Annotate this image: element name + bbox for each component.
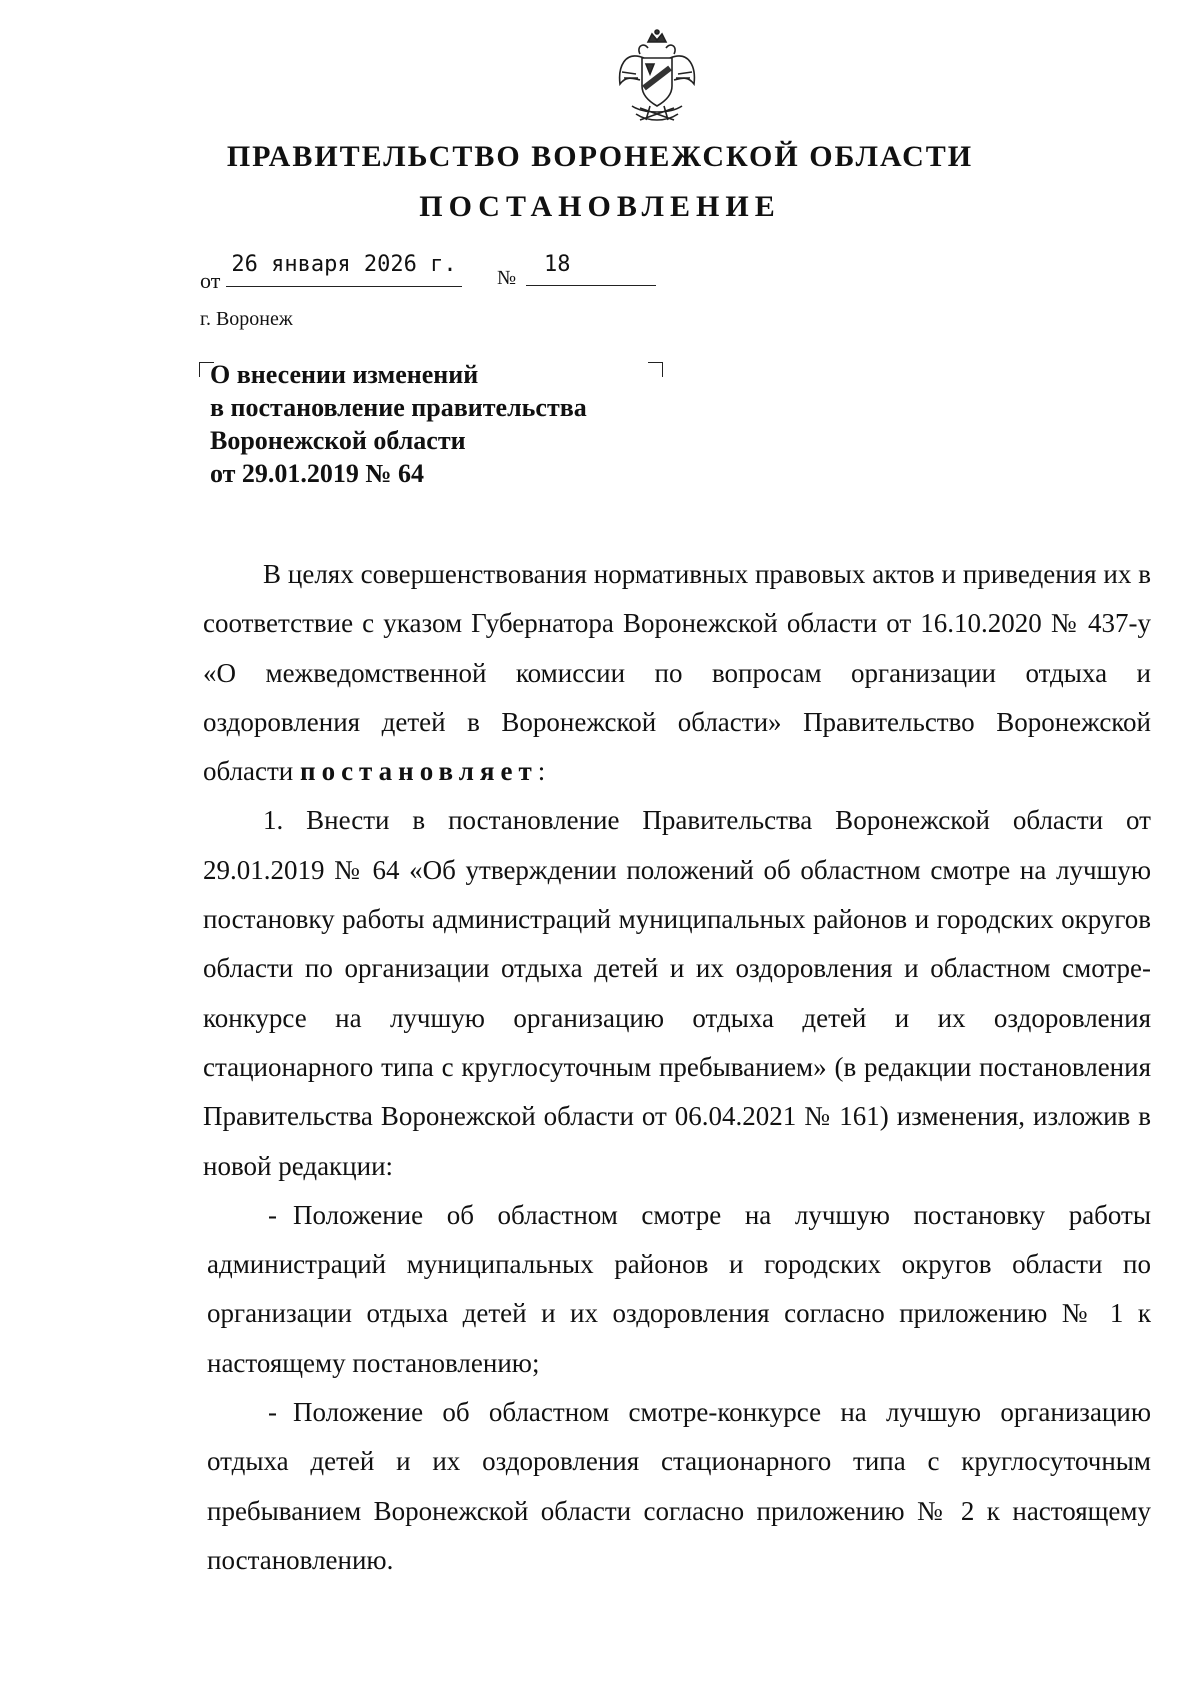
subject-line: в постановление правительства (210, 393, 587, 422)
list-item-text: Положение об областном смотре-конкурсе на лучшую организацию отдыха детей и их оздоровления стационарного типа с круглосуточным пребыванием Воронежской области согласно приложению № 2 к настоящему постановлению. (207, 1397, 1151, 1575)
document-number: 18 (526, 250, 656, 286)
number-label: № (497, 267, 517, 289)
document-subject (210, 358, 587, 490)
date-label: от (200, 268, 221, 293)
bullet-marker: - (268, 1199, 277, 1230)
subject-corner-right (648, 362, 663, 377)
list-item (203, 1191, 1151, 1388)
item-paragraph: 1. Внести в постановление Правительства Воронежской области от 29.01.2019 № 64 «Об утверждении положений об областном смотре на лучшую постановку работы администраций муниципальных районов и городских округов области по организации отдыха детей и их оздоровления и областном смотре-конкурсе на лучшую организацию отдыха детей и их оздоровления стационарного типа с круглосуточным пребыванием» (в редакции постановления Правительства Воронежской области от 06.04.2021 № 161) изменения, изложив в новой редакции: (203, 805, 1151, 1181)
document-date: 26 января 2026 г. (226, 250, 462, 287)
list-item-text: Положение об областном смотре на лучшую постановку работы администраций муниципальных районов и городских округов области по организации отдыха детей и их оздоровления согласно приложению № 1 к настоящему постановлению; (207, 1199, 1151, 1378)
requisites-line (200, 250, 700, 293)
city-name: г. Воронеж (200, 308, 293, 330)
preamble-text: В целях совершенствования нормативных правовых актов и приведения их в соответствие с указом Губернатора Воронежской области от 16.10.2020 № 437-у «О межведомственной комиссии по вопросам организации отдыха и оздоровления детей в Воронежской области» Правительство Воронежской области (203, 559, 1151, 787)
resolves-colon: : (537, 756, 546, 787)
preamble-paragraph (203, 550, 1151, 796)
subject-line: О внесении изменений (210, 360, 479, 389)
document-body (203, 550, 1151, 1585)
resolves-word: постановляет (300, 756, 538, 787)
coat-of-arms-icon (610, 28, 705, 128)
bullet-marker: - (268, 1397, 277, 1428)
list-item (203, 1388, 1151, 1585)
subject-line: от 29.01.2019 № 64 (210, 459, 425, 488)
subject-line: Воронежской области (210, 426, 466, 455)
document-type-title: ПОСТАНОВЛЕНИЕ (419, 190, 781, 223)
government-title: ПРАВИТЕЛЬСТВО ВОРОНЕЖСКОЙ ОБЛАСТИ (226, 140, 974, 173)
